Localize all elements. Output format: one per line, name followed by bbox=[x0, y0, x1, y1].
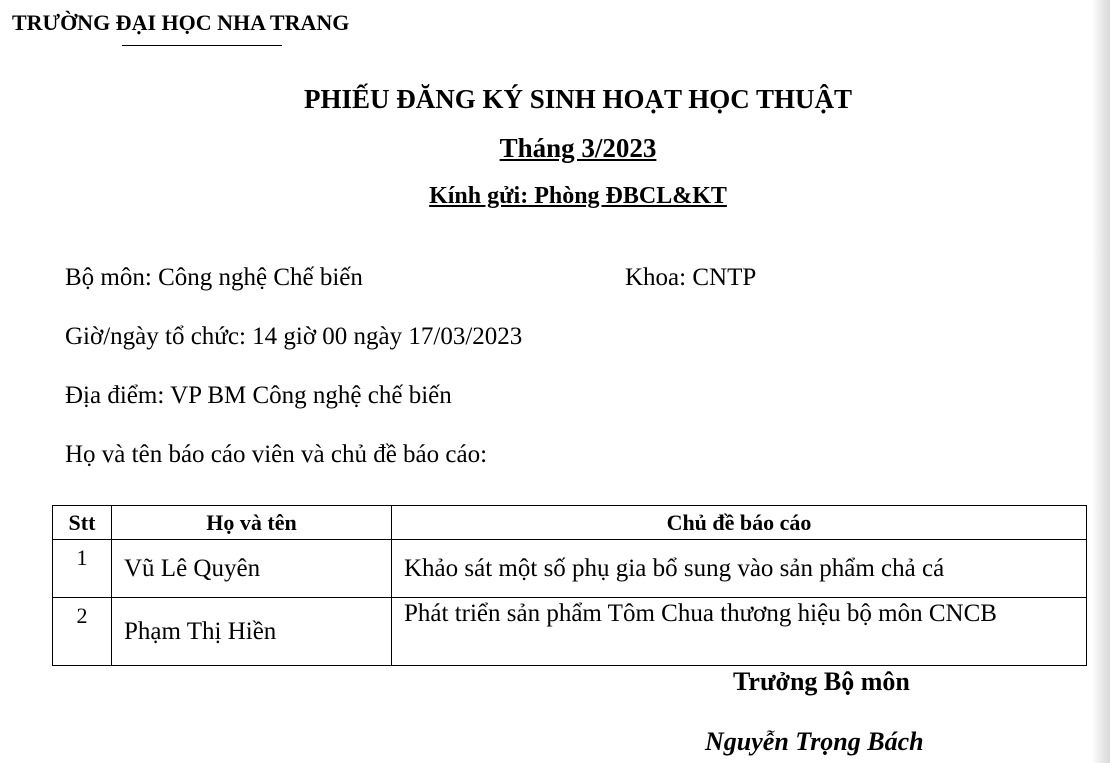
row-stt: 1 bbox=[53, 540, 112, 598]
field-faculty: Khoa: CNTP bbox=[625, 264, 757, 291]
row-name: Phạm Thị Hiền bbox=[112, 598, 392, 666]
university-underline bbox=[122, 45, 282, 46]
row-stt: 2 bbox=[53, 598, 112, 666]
row-topic: Khảo sát một số phụ gia bổ sung vào sản phẩm chả cá bbox=[392, 540, 1087, 598]
field-reporters-label: Họ và tên báo cáo viên và chủ đề báo cáo: bbox=[65, 441, 488, 468]
document-title: PHIẾU ĐĂNG KÝ SINH HOẠT HỌC THUẬT bbox=[303, 84, 853, 114]
signature-name: Nguyễn Trọng Bách bbox=[705, 727, 924, 756]
header-name: Họ và tên bbox=[112, 506, 392, 540]
document-month: Tháng 3/2023 bbox=[499, 133, 657, 163]
row-topic: Phát triển sản phẩm Tôm Chua thương hiệu bộ môn CNCB bbox=[392, 598, 1087, 666]
field-time: Giờ/ngày tổ chức: 14 giờ 00 ngày 17/03/2023 bbox=[65, 323, 523, 350]
field-place: Địa điểm: VP BM Công nghệ chế biến bbox=[65, 382, 452, 409]
university-name: TRƯỜNG ĐẠI HỌC NHA TRANG bbox=[12, 10, 350, 35]
row-name: Vũ Lê Quyên bbox=[112, 540, 392, 598]
field-department: Bộ môn: Công nghệ Chế biến bbox=[65, 264, 363, 291]
table-row bbox=[53, 598, 1087, 666]
signature-title: Trưởng Bộ môn bbox=[733, 667, 910, 696]
header-stt: Stt bbox=[53, 506, 112, 540]
header-topic: Chủ đề báo cáo bbox=[392, 506, 1087, 540]
table-row bbox=[53, 540, 1087, 598]
document-recipient: Kính gửi: Phòng ĐBCL&KT bbox=[429, 183, 727, 209]
table-header-row bbox=[53, 506, 1087, 540]
registration-table bbox=[52, 505, 1087, 666]
